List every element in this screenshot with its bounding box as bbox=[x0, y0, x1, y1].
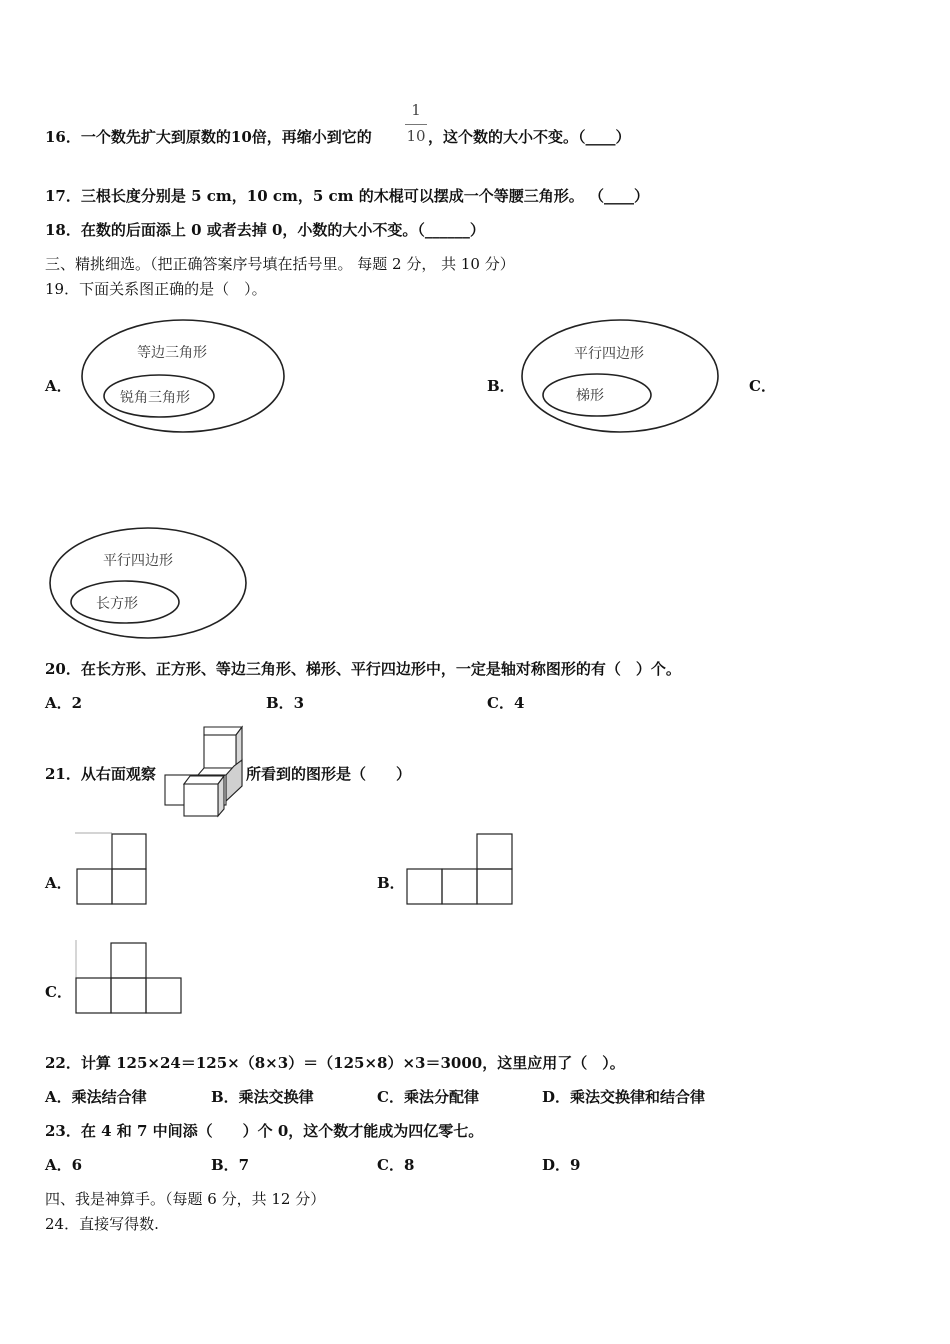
q19-optC-outer-label: 平行四边形 bbox=[103, 553, 173, 569]
q23-option-a: A．6 bbox=[45, 1156, 83, 1174]
q21-option-b-figure bbox=[406, 833, 516, 907]
q22-option-c: C．乘法分配律 bbox=[377, 1088, 479, 1106]
q21-option-b-label: B． bbox=[377, 874, 405, 892]
q22-option-b: B．乘法交换律 bbox=[211, 1088, 314, 1106]
q23-option-d: D．9 bbox=[542, 1156, 581, 1174]
q21-cube-top-front bbox=[204, 735, 236, 768]
q19-optB-diagram bbox=[520, 318, 722, 436]
section3-title: 三、精挑细选。（把正确答案序号填在括号里。 每题 2 分， 共 10 分） bbox=[45, 255, 515, 273]
q22-stem: 22．计算 125×24＝125×（8×3）＝（125×8）×3＝3000，这里应用了（ ）。 bbox=[45, 1054, 625, 1072]
q21-b-top-square bbox=[477, 834, 512, 869]
q22-option-d: D．乘法交换律和结合律 bbox=[542, 1088, 706, 1106]
q21-stem-b: 所看到的图形是（ ） bbox=[246, 765, 412, 783]
q19-optA-label: A． bbox=[45, 377, 72, 395]
q21-a-bottom-left-square bbox=[77, 869, 112, 904]
q19-optC-inner-label: 长方形 bbox=[96, 596, 138, 612]
q21-option-a-figure bbox=[75, 833, 149, 907]
q21-c-top-square bbox=[111, 943, 146, 978]
q24-stem: 24．直接写得数. bbox=[45, 1215, 159, 1233]
q21-b-square-2 bbox=[442, 869, 477, 904]
q21-b-square-3 bbox=[477, 869, 512, 904]
q21-option-c-figure bbox=[74, 940, 186, 1016]
q18-text: 18．在数的后面添上 0 或者去掉 0，小数的大小不变。（______） bbox=[45, 221, 485, 239]
q21-a-top-square bbox=[112, 834, 146, 869]
q16-frac-den: 10 bbox=[406, 127, 426, 145]
section4-title: 四、我是神算手。（每题 6 分，共 12 分） bbox=[45, 1190, 326, 1208]
q20-option-b: B．3 bbox=[266, 694, 305, 712]
q21-cube-figure bbox=[162, 724, 248, 818]
q21-b-square-1 bbox=[407, 869, 442, 904]
q21-stem-a: 21．从右面观察 bbox=[45, 765, 156, 783]
q19-optA-outer-label: 等边三角形 bbox=[137, 345, 207, 361]
q19-optC-diagram bbox=[48, 526, 250, 642]
q19-optA-diagram bbox=[80, 318, 290, 436]
q21-option-c-label: C． bbox=[45, 983, 72, 1001]
q16-prefix: 16．一个数先扩大到原数的 bbox=[45, 128, 231, 146]
q16-n10: 10 bbox=[230, 128, 252, 146]
q19-optB-inner-label: 梯形 bbox=[576, 388, 604, 404]
q21-cube-front-front bbox=[184, 784, 218, 816]
q23-option-b: B．7 bbox=[211, 1156, 250, 1174]
q19-optA-inner-label: 锐角三角形 bbox=[120, 390, 190, 406]
q21-c-square-2 bbox=[111, 978, 146, 1013]
q21-cube-front-side bbox=[218, 776, 224, 816]
q17-text: 17．三根长度分别是 5 cm，10 cm，5 cm 的木棍可以摆成一个等腰三角形。 （____） bbox=[45, 187, 649, 205]
q21-a-bottom-right-square bbox=[112, 869, 146, 904]
q16-line bbox=[45, 127, 372, 147]
q20-stem: 20．在长方形、正方形、等边三角形、梯形、平行四边形中，一定是轴对称图形的有（ ）个。 bbox=[45, 660, 681, 678]
q16-suffix: ，这个数的大小不变。（____） bbox=[428, 128, 631, 146]
q19-optB-outer-label: 平行四边形 bbox=[574, 346, 644, 362]
q21-cube-front-top bbox=[184, 776, 224, 784]
q20-option-a: A．2 bbox=[45, 694, 83, 712]
q23-option-c: C．8 bbox=[377, 1156, 415, 1174]
q20-option-c: C．4 bbox=[487, 694, 525, 712]
q21-option-a-label: A． bbox=[45, 874, 72, 892]
q16-frac-line bbox=[405, 124, 427, 125]
q21-c-square-3 bbox=[146, 978, 181, 1013]
q16-frac-num: 1 bbox=[411, 101, 421, 119]
q19-optB-label: B． bbox=[487, 377, 515, 395]
q22-option-a: A．乘法结合律 bbox=[45, 1088, 147, 1106]
q19-optC-label: C． bbox=[749, 377, 776, 395]
q16-mid: 倍，再缩小到它的 bbox=[251, 128, 372, 146]
q23-stem: 23．在 4 和 7 中间添（ ）个 0，这个数才能成为四亿零七。 bbox=[45, 1122, 484, 1140]
q19-stem: 19．下面关系图正确的是（ ）。 bbox=[45, 280, 267, 298]
q21-c-square-1 bbox=[76, 978, 111, 1013]
